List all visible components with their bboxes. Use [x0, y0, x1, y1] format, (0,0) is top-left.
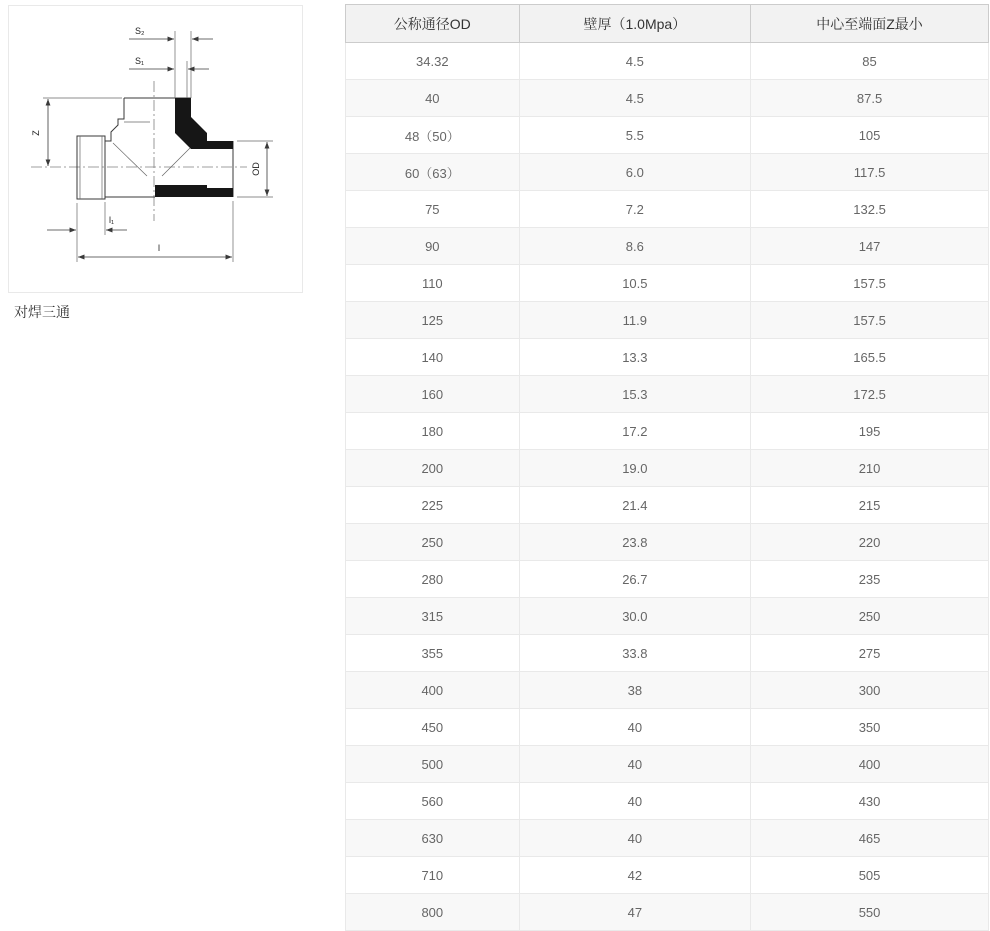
- table-cell: 430: [751, 783, 989, 820]
- table-cell: 60（63）: [346, 154, 520, 191]
- table-cell: 505: [751, 857, 989, 894]
- centerlines: [31, 81, 247, 221]
- table-row: [346, 339, 989, 376]
- table-cell: 87.5: [751, 80, 989, 117]
- label-s1: S₁: [135, 56, 145, 66]
- table-cell: 560: [346, 783, 520, 820]
- table-cell: 250: [751, 598, 989, 635]
- tee-diagram-panel: [8, 5, 303, 293]
- table-row: [346, 598, 989, 635]
- spec-table-body: [346, 43, 989, 931]
- table-row: [346, 80, 989, 117]
- table-cell: 800: [346, 894, 520, 931]
- table-row: [346, 561, 989, 598]
- table-row: [346, 524, 989, 561]
- table-row: [346, 894, 989, 931]
- column-header-od: 公称通径OD: [346, 5, 520, 43]
- table-cell: 220: [751, 524, 989, 561]
- table-cell: 40: [519, 783, 750, 820]
- table-row: [346, 487, 989, 524]
- dimension-l: [78, 243, 232, 257]
- table-cell: 350: [751, 709, 989, 746]
- label-od: OD: [251, 162, 261, 176]
- table-cell: 160: [346, 376, 520, 413]
- table-cell: 47: [519, 894, 750, 931]
- table-cell: 250: [346, 524, 520, 561]
- table-cell: 38: [519, 672, 750, 709]
- table-cell: 40: [519, 746, 750, 783]
- table-cell: 140: [346, 339, 520, 376]
- column-header-center-to-end: 中心至端面Z最小: [751, 5, 989, 43]
- table-cell: 280: [346, 561, 520, 598]
- table-cell: 15.3: [519, 376, 750, 413]
- table-cell: 110: [346, 265, 520, 302]
- table-row: [346, 376, 989, 413]
- table-row: [346, 709, 989, 746]
- table-cell: 19.0: [519, 450, 750, 487]
- table-cell: 235: [751, 561, 989, 598]
- label-l: l: [158, 243, 160, 253]
- table-row: [346, 228, 989, 265]
- table-cell: 275: [751, 635, 989, 672]
- table-cell: 450: [346, 709, 520, 746]
- table-cell: 40: [346, 80, 520, 117]
- table-cell: 8.6: [519, 228, 750, 265]
- table-cell: 23.8: [519, 524, 750, 561]
- table-row: [346, 302, 989, 339]
- label-z: Z: [31, 130, 41, 136]
- table-cell: 4.5: [519, 43, 750, 80]
- table-cell: 105: [751, 117, 989, 154]
- tee-diagram: [9, 6, 302, 292]
- table-row: [346, 635, 989, 672]
- table-cell: 75: [346, 191, 520, 228]
- table-cell: 17.2: [519, 413, 750, 450]
- table-cell: 157.5: [751, 265, 989, 302]
- table-row: [346, 154, 989, 191]
- table-cell: 132.5: [751, 191, 989, 228]
- table-cell: 33.8: [519, 635, 750, 672]
- table-cell: 13.3: [519, 339, 750, 376]
- dimension-s1: [129, 56, 209, 69]
- dimension-z: [31, 99, 48, 166]
- table-row: [346, 783, 989, 820]
- table-cell: 710: [346, 857, 520, 894]
- table-cell: 147: [751, 228, 989, 265]
- column-header-wall-thickness: 壁厚（1.0Mpa）: [519, 5, 750, 43]
- dimension-od: [251, 142, 267, 196]
- table-cell: 400: [346, 672, 520, 709]
- table-cell: 465: [751, 820, 989, 857]
- table-header-row: [346, 5, 989, 43]
- table-row: [346, 43, 989, 80]
- table-cell: 355: [346, 635, 520, 672]
- label-s2: S₂: [135, 26, 145, 36]
- table-cell: 11.9: [519, 302, 750, 339]
- table-cell: 26.7: [519, 561, 750, 598]
- table-cell: 300: [751, 672, 989, 709]
- table-cell: 200: [346, 450, 520, 487]
- table-row: [346, 746, 989, 783]
- table-row: [346, 857, 989, 894]
- label-l1: l₁: [109, 215, 115, 225]
- table-cell: 40: [519, 709, 750, 746]
- table-row: [346, 820, 989, 857]
- table-cell: 5.5: [519, 117, 750, 154]
- table-cell: 10.5: [519, 265, 750, 302]
- table-cell: 315: [346, 598, 520, 635]
- table-cell: 90: [346, 228, 520, 265]
- diagram-caption: 对焊三通: [14, 304, 70, 320]
- table-row: [346, 117, 989, 154]
- table-cell: 42: [519, 857, 750, 894]
- spec-table: [345, 4, 989, 931]
- table-cell: 400: [751, 746, 989, 783]
- table-cell: 157.5: [751, 302, 989, 339]
- table-cell: 6.0: [519, 154, 750, 191]
- table-cell: 225: [346, 487, 520, 524]
- table-row: [346, 450, 989, 487]
- table-cell: 500: [346, 746, 520, 783]
- table-cell: 40: [519, 820, 750, 857]
- table-cell: 7.2: [519, 191, 750, 228]
- table-cell: 117.5: [751, 154, 989, 191]
- table-cell: 165.5: [751, 339, 989, 376]
- table-cell: 215: [751, 487, 989, 524]
- dimension-l1: [47, 215, 127, 230]
- table-row: [346, 265, 989, 302]
- table-row: [346, 672, 989, 709]
- table-cell: 85: [751, 43, 989, 80]
- table-cell: 630: [346, 820, 520, 857]
- table-cell: 30.0: [519, 598, 750, 635]
- dimension-s2: [129, 26, 213, 39]
- table-row: [346, 191, 989, 228]
- table-cell: 21.4: [519, 487, 750, 524]
- table-cell: 195: [751, 413, 989, 450]
- table-row: [346, 413, 989, 450]
- table-cell: 550: [751, 894, 989, 931]
- table-cell: 172.5: [751, 376, 989, 413]
- table-cell: 125: [346, 302, 520, 339]
- table-cell: 48（50）: [346, 117, 520, 154]
- section-fill: [155, 98, 233, 197]
- table-cell: 34.32: [346, 43, 520, 80]
- table-cell: 180: [346, 413, 520, 450]
- table-cell: 4.5: [519, 80, 750, 117]
- table-cell: 210: [751, 450, 989, 487]
